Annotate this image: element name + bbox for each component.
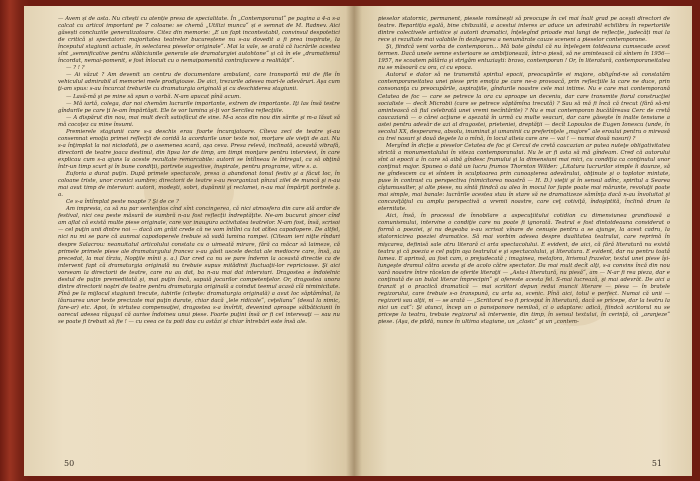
right-page xyxy=(354,6,692,476)
right-page-text xyxy=(378,16,670,326)
paragraph: Euforia a durat puţin. După primele spectacole, presa a abandonat tonul festiv şi a făcut loc, în coloane triste, unor cronici sumbre; directorii de teatre s-au reorganizat pînzul zilei de muncă şi n-au mai avut timp de interviuri: autorii, modeşti, sobri, dupănnii şi reclamei, n-au mai împărţit portrete ş. a. xyxy=(58,171,340,199)
paragraph: pieselor statornic, permanent, piesele românești să preocupe în cel mai înalt grad pe acești directori de teatre. Repartiția egală, bine chibzuită, a acestui interes ar aduce un admirabil echilibru în repertoriile dintre colectivele artistice și autorii dramatici, înțelegînd prioade mai lungi de reflecție, judecăți mai la rece și rezultate mai valabile în dezlegarea a nenumărate cauze sceneni a pieselor contemporane. xyxy=(378,16,670,44)
page-number-right: 51 xyxy=(651,459,662,468)
paragraph: Premierele stagiunii care s-a deschis erau foarte încurajatoare. Cîteva zeci de teatre şi-au consemnat emoţia primei reflecţii de coridă la acordurile unor texte noi, morţare ale vieţii de azi. Nu s-a înţimplat la noi niciodată, pe o asemenea scară, aşa ceva. Presa relevă, inclinată, această vibrafă, directorii de teatre joaca destinul, din lipsa lor de timp, am timpi monţare pentru intervievi, în care explicau cum s-a ajuns la aceste rezultate remarcabile: autorii se întîlneau le întregul, ca să obţină într-un timp scurt şi în bune condiţii, portrete sugestive, inspirate, pentru programe, vitre s. a. xyxy=(58,128,340,170)
paragraph: Autorul e dator să ne transmită spiritul epocii, preocupările ei majore, obligînd-ne să constatăm contemporaneitatea unei piese prin emoţia pe care ne-o provoacă, prin reflecţiile la care ne duce, prin consonanţa cu preocupările, aspiraţiile, gîndurile noastre cele mai intime. Nu e care mai contemporană Cetatea de foc — care se petrece la ora cu aproape un deceniu, dar care transmite fiorul construcţiei socialiste — decît Microbii (care se petrece săptămîna trecută) ? Sau să mă fi încă că trecut (fără să-mi amintească că fiul celebrată unei vremi necîntărite) ? Nu e mai contemporan bucătăreasa Cerc de cretă caucaziană — o cărei acţiune e aşezată în urmă cu multe veacuri, dar care găseşte în inalte tensiune a astei pentru adevăr de azi al dragostei, prieteniei, dreptăţii — decît Lopoulos de Eugen Ionescu (unde, în secolul XX, desperarea, absolu, inuminat şi umaninii cu preferinţele „majore“ ale eroului pentru o mireasă cu trei nasuri şi două degete la o mînă, în locul alteia care are — vai ! — numai două nasuri) ? xyxy=(378,72,670,142)
page-number-left: 50 xyxy=(64,459,75,468)
paragraph: Aici, însă, în procesul de înnobilare a aspecuţiitului cotidian cu dimensiunea grandioasă a comunismului, intervine o condiţie care nu poate fi ignorată. Teatrul e fost dintotdeauna considerat o formă a poeziei, şi nu degeaba s-au scrisat vînare de cenuşie pentru a se ajunge, la acest cadru, la statornicirea poeziei dramatice. Să mai vorbim adesea despre dualitatea teatrului, care reprimă în mişcarea, definisă sale atru literară ci arta spectacolului. E evident, de aici, că fără literatură nu există teatru şi că poezia e cel puţin aşa teatrului e şi spectacolului, şi literatura. E evident, dar nu pentru toată lumea. E aprinsă, au fost cam, o prejudecată ; imaginea, metafora, lirismul frazelor, textul unei piese îşi-lungeşte dramul cătra acesta şi de acolo către spectator. Da mai mult decît alţi, s-a convins încă din nou vară noastre între răcelan de oferite literaţii — „Asta-i literatură, nu piesă“, am — N-ar fi rea pieza, dar e conţinută de un bulat literar împrecipin“ şi ofereste acesta fel. S-mai lucrează, şi mai adevrăt. De aici a tranzit şi o practică dramatică — mai scriitori depun redui muncii literare — piesa — în bratele regizorului, care trebuie s-o transpună, cu arta sa, scenic. Pînă aici, totul e perfect. Numai că unii — regizorii sau alţii, ni — se arată — „Scriitorul n-o fi priceput în literatură, dacă se pricepe, dar la teatru la nici un cat“: Şi atunci, încep un o pansiponore nemiloă, ci o adaptare: adică, fiindcă scriitorul nu se pricepe la teatru, trebuie regizorul să intervenie, din timp, în sensul textului, în cerinţă, că „aranjeze“ piese. (Aşa, de pildă, nunce în ultima stagiune, un „clasic“ şi un „contem- xyxy=(378,213,670,326)
paragraph: Mergînd în dicţie a pieselor Cetatea de foc şi Cercul de cretă caucazian ar putea nuteţe obligativitatea strictă a monumentalului în viteza contemporanului. Nu le ar fi asta să mă gîndeam. Cred că autorului sînt ai epocii a în care să aibă gîndesc frumului şi la dimensiuni mai mici, cu condiţia ca conţinutul unor conţinut major. Spunea o dată un lucru frumos Thornton Wilder: „Litatura lucrurilor simple îi daunze, să ne gîndescem ca ei sîntem în sculptoarea prin cunoaşterea adevărului, obţinute şi o toplotor mintate, puse în contrast cu perspectiva (nimicitorea noastră — H. D.) vieţii şi în sensul adînc, spiritul a Searea cîştamusulter, şi alte piese, nu sîntă fiindcă au alea în mocul lor fapte poate mai mărunte, revoluţii poate mai simple, mai banale: lucrările acestea stau în stare să ne dramatizeze sămînţa dacă n-au învoluitat şi concaviţăţiul cu amplu perspectivă a vremii noastre, care ceţ cotiviţă, îndoşiptită, înclină drum la eternitate. xyxy=(378,142,670,213)
left-page xyxy=(24,6,354,476)
paragraph: — Mă iartă, colega, dar noi chemăm lucrurile importante, extrem de importante. Iţi las însă testre gîndurile pe care ţi le-am împărtăşit. Ele te vor lumina şi-ţi vor Sercilea reflecţiile. xyxy=(58,100,340,114)
paragraph: — Avem și de asta. Nu citești cu atenție presa de specialitate. În „Contemporanul“ pe pagina a 4-a s-a calcat cu articol important pe 7 coloane: se chemă „Utilizi munca“ și e semnat de M. Radnev. Aici găsești concluziile generalizatoare. Citez din memorie: „E un fapt incontestabil, convinsul despotetici de critică și spectatori: majoritatea teatrelor bucureștene nu s-au dovedit a fi prea inspirate, la începutul stagiunii actuale, în selectarea pieselor originale“. Mai la vale, se arată că lucrările acestea sînt „semnificative pentru slăbiciunile generale ale dramaturgiei autohtone“ și că în ele „dramatismul încordat, nemai-pomenit, e fost înlocuit cu o nemaipomenită contrafacere a realității“. xyxy=(58,16,340,65)
paragraph: Şi, fiindcă veni vorba de contemporan... Mă bate gîndul că nu înţelegem totdeauna cumsecade acest termen. Dacă unele semne exterioare se ambiţionează, într-o piesă, să ne amintească că sîntem în 1956—1957, ne scoatem pălăria şi strigăm entuziaşti: bravo, contemporan ! Or, în literatură, contemporaneitatea nu se măsoară cu ora, ci cu epoca. xyxy=(378,44,670,72)
paragraph: — Lasă-mă şi pe mine să spun o vorbă. N-am apucat pînă acum. xyxy=(66,93,241,100)
paragraph: — ? ! ? xyxy=(66,65,85,72)
paragraph: Am impresia, ca să nu par sentenţios cînd sînt concingerea, că nici atmosfera din care ală ardor de festival, nici cea peste măsură de sumbră n-au fost reflecţii îndreptăţite. Ne-am bucurat şincer cînd am aflat că există multe piese originale, care vor inaugura activitatea teatrelor. N-am fost, însă, scrisoi — cel puţin unii dintre noi — dacă am grăit crede că ne vom întîlni cu tot atîtea capodopere. De altfel, nici nu mi se pare că aunmai capodoperele trebuie să vadă lumina rampei. (Citeam ieri niţte rînduri despre Salacrou: neanuitatul articolului constata cu o uimeată mirare, fără ca măcar să laimeze, că primele primele piese ale dramaturgului francez s-au găsit uscele dectat ale mediocre care, însă, au precedat, la mai tîrziu, Nopţile mînii ş. a.) Dar cred ca nu se pare îndemn la această directie ca de intervent fapt că dramaturgia originală nu trebuie supus mitădinii fluctuaţii-lor repricioase. Şi aici vorseam la directorii de teatre, care nu au dat, ba n-au mai dat interviuri. Dragostea e îndoielnic destul de puţin premeditată şi, mai puţin încă, sapuiă jocurilor competenţelor. Or, dragostea unora dintre directorii noştri de teatre pentru dramaturgia originală a coindut teemul acasă cîă niminicitate. Pînă pe la mijlocul stagiunii trecute, iubirile (citeşte: dramaturgia originală) a avut loc săptămînal, la lăuruarea unor texte precizate mai puţin durate, chiar dacă „lele ridicole“, ceţelianu“ (desul la nimic, fare-ar) etc. Apoi, în virtutea compensaţiei, dragostea s-a învîrtit, devenind aproape sălbăticiunii în oarecul adesea răguşul că aurise îndoineu unui piese. Foarte puţini însă or fi cel interesaţi — sau nu se poate fi trebuit să fie ! — cu ceea ce tu poti dau cu astăzi şi chiar întrebări este însă ale. xyxy=(58,206,340,326)
left-page-text xyxy=(58,16,340,326)
paragraph: — A dispărut din nou, mai mult decît satisfăcut de sine. M-a scos din nou din sărite şi m-a lăsat să mă cocoţez ca mine însumi. xyxy=(58,114,340,128)
paragraph: — Ai văzut ? Am devenit un centru de documentare ambulant, care transportă mii de file în vehiculul admirabil al memoriei mele prodigioase. De aici, trezurile adesea mari-le adevăruri. Aşa cum ţi-am spus: s-au încurcat treburile cu dramaturgia originală şi cu deschiderea stagiunii. xyxy=(58,72,340,93)
paragraph: Ce s-a întîmplat peste noapte ? Şi de ce ? xyxy=(66,199,179,206)
